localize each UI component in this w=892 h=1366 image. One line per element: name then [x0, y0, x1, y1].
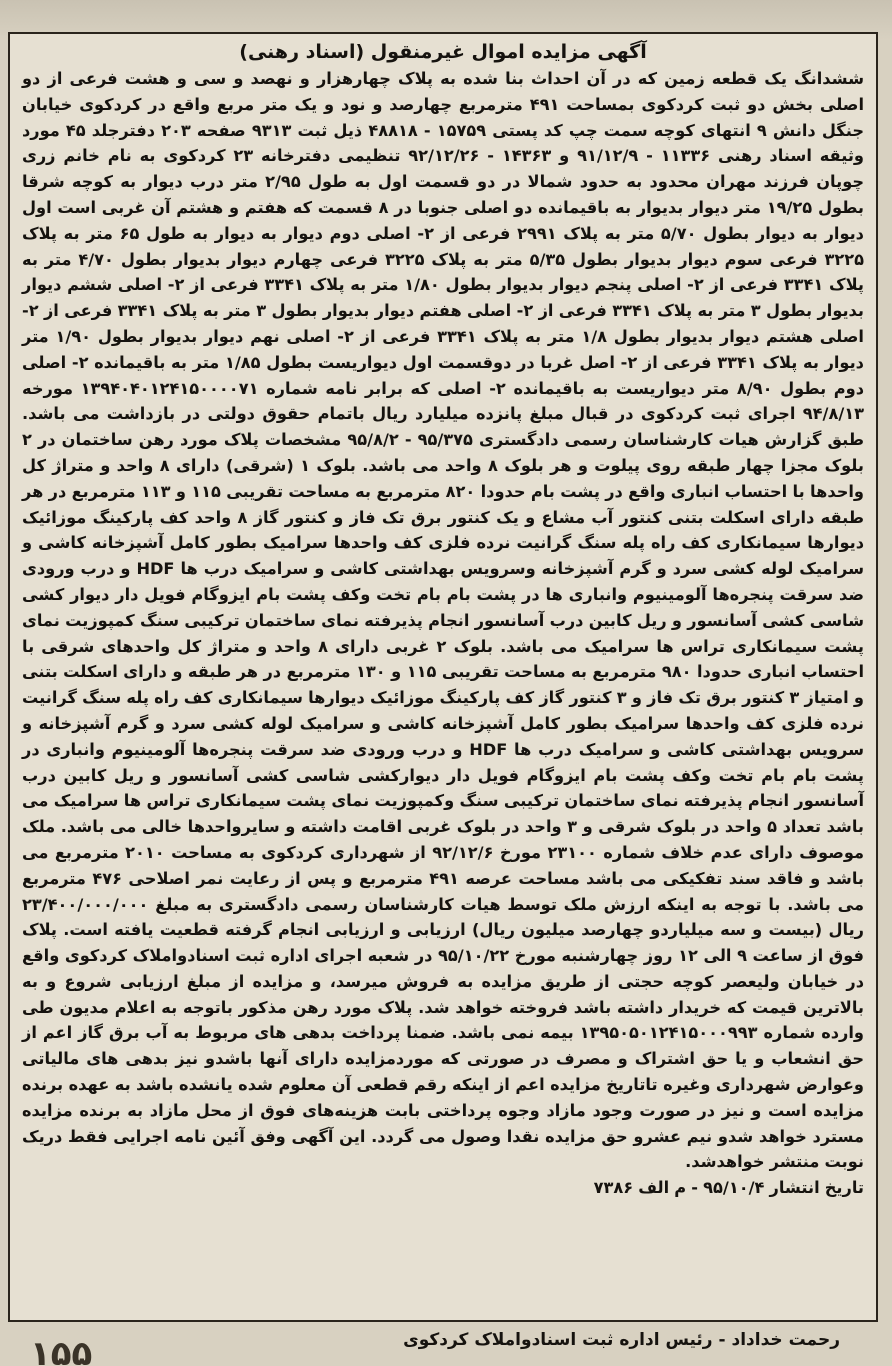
footer [0, 1328, 892, 1366]
page-number: ۱۵۵ [30, 1334, 93, 1366]
notice-title: آگهی مزایده اموال غیرمنقول (اسناد رهنی) [239, 41, 647, 63]
notice-body: ششدانگ یک قطعه زمین که در آن احداث بنا شده به پلاک چهارهزار و نهصد و سی و هشت فرعی از دو اصلی بخش دو ثبت کردکوی بمساحت ۴۹۱ مترمربع چهارصد و نود و یک متر مربع واقع در کردکوی خیابان جنگل دانش ۹ انتهای کوچه سمت چپ کد پستی ۱۵۷۵۹ - ۴۸۸۱۸ ذیل ثبت ۹۳۱۳ صفحه ۲۰۳ دفترجلد ۴۵ مورد وثیقه اسناد رهنی ۱۱۳۳۶ - ۹۱/۱۲/۹ و ۱۴۳۶۳ - ۹۲/۱۲/۲۶ تنظیمی دفترخانه ۲۳ کردکوی به نام خانم زری چوپان فرزند مهران محدود به حدود شمالا در دو قسمت اول به طول ۲/۹۵ متر درب دیوار به کوچه شرقا بطول ۱۹/۲۵ متر دیوار بدیوار به باقیمانده دو اصلی جنوبا در ۸ قسمت که هفتم و هشتم آن غربی است اول دیوار به دیوار بطول ۵/۷۰ متر به پلاک ۲۹۹۱ فرعی از ۲- اصلی دوم دیوار به دیوار به طول ۶۵ متر به پلاک ۳۲۲۵ فرعی سوم دیوار بدیوار بطول ۵/۳۵ متر به پلاک ۳۲۲۵ فرعی چهارم دیوار بدیوار بطول ۴/۷۰ متر به پلاک ۳۳۴۱ فرعی از ۲- اصلی پنجم دیوار بدیوار بطول ۱/۸۰ متر به پلاک ۳۳۴۱ فرعی از ۲- اصلی ششم دیوار بدیوار بطول ۳ متر به پلاک ۳۳۴۱ فرعی از ۲- اصلی هفتم دیوار بدیوار بطول ۳ متر به پلاک ۳۳۴۱ فرعی از ۲- اصلی هشتم دیوار بدیوار بطول ۱/۸ متر به پلاک ۳۳۴۱ فرعی از ۲- اصلی نهم دیوار بدیوار بطول ۱/۹۰ متر دیوار به پلاک ۳۳۴۱ فرعی از ۲- اصل غربا در دوقسمت اول دیواریست بطول ۱/۸۵ متر به باقیمانده ۲- اصلی دوم بطول ۸/۹۰ متر دیواریست به باقیمانده ۲- اصلی که برابر نامه شماره ۱۳۹۴۰۴۰۱۲۴۱۵۰۰۰۰۷۱ مورخه ۹۴/۸/۱۳ اجرای ثبت کردکوی در قبال مبلغ پانزده میلیارد ریال باتمام حقوق دولتی در بازداشت می باشد. طبق گزارش هیات کارشناسان رسمی دادگستری ۹۵/۳۷۵ - ۹۵/۸/۲ مشخصات پلاک مورد رهن ساختمان در ۲ بلوک مجزا چهار طبقه روی پیلوت و هر بلوک ۸ واحد می باشد. بلوک ۱ (شرقی) دارای ۸ واحد و متراژ کل واحدها با احتساب انباری واقع در پشت بام حدودا ۸۲۰ مترمربع به مساحت تقریبی ۱۱۵ و ۱۱۳ مترمربع در هر طبقه دارای اسکلت بتنی کنتور آب مشاع و یک کنتور برق تک فاز و کنتور گاز ۸ واحد کف پارکینگ موزائیک دیوارها سیمانکاری کف راه پله سنگ گرانیت نرده فلزی کف واحدها سرامیک بطور کامل آشپزخانه کاشی و سرامیک لوله کشی سرد و گرم آشپزخانه وسرویس بهداشتی کاشی و سرامیک درب ها HDF و درب ورودی ضد سرقت پنجره‌ها آلومینیوم وانباری ها در پشت بام بام تخت وکف پشت بام ایزوگام فویل دار دیوار کشی شاسی کشی آسانسور و ریل کابین درب آسانسور انجام پذیرفته نمای ساختمان ترکیبی سنگ کمپوزیت نمای پشت سیمانکاری تراس ها سرامیک می باشد. بلوک ۲ غربی دارای ۸ واحد و متراژ کل واحدهای شرقی با احتساب انباری حدودا ۹۸۰ مترمربع به مساحت تقریبی ۱۱۵ و ۱۳۰ مترمربع در هر طبقه و دارای اسکلت بتنی و امتیاز ۳ کنتور برق تک فاز و ۳ کنتور گاز کف پارکینگ موزائیک دیوارها سیمانکاری کف راه پله سنگ گرانیت نرده فلزی کف واحدها سرامیک بطور کامل آشپزخانه کاشی و سرامیک لوله کشی سرد و گرم آشپزخانه و سرویس بهداشتی کاشی و سرامیک درب ها HDF و درب ورودی ضد سرقت پنجره‌ها آلومینیوم وانباری در پشت بام بام تخت وکف پشت بام ایزوگام فویل دار دیوارکشی شاسی کشی آسانسور و ریل کابین درب آسانسور انجام پذیرفته نمای ساختمان ترکیبی سنگ وکمپوزیت نمای پشت سیمانکاری تراس ها سرامیک می باشد تعداد ۵ واحد در بلوک شرقی و ۳ واحد در بلوک غربی اقامت داشته و سایرواحدها خالی می باشد. ملک موصوف دارای عدم خلاف شماره ۲۳۱۰۰ مورخ ۹۲/۱۲/۶ از شهرداری کردکوی به مساحت ۲۰۱۰ مترمربع می باشد و فاقد سند تفکیکی می باشد مساحت عرصه ۴۹۱ مترمربع و پس از رعایت نمر اصلاحی ۴۷۶ مترمربع می باشد. با توجه به اینکه ارزش ملک توسط هیات کارشناسان رسمی دادگستری به مبلغ ۲۳/۴۰۰/۰۰۰/۰۰۰ ریال (بیست و سه میلیاردو چهارصد میلیون ریال) ارزیابی و ارزیابی انجام گرفته قطعیت یافته است. پلاک فوق از ساعت ۹ الی ۱۲ روز چهارشنبه مورخ ۹۵/۱۰/۲۲ در شعبه اجرای اداره ثبت اسنادواملاک کردکوی واقع در خیابان ولیعصر کوچه حجتی از طریق مزایده به فروش میرسد، و مزایده از مبلغ ارزیابی شروع و به بالاترین قیمت که خریدار داشته باشد فروخته خواهد شد. پلاک مورد رهن مذکور باتوجه به اعلام مدیون طی وارده شماره ۱۳۹۵۰۵۰۱۲۴۱۵۰۰۰۹۹۳ بیمه نمی باشد. ضمنا پرداخت بدهی های مربوط به آب برق گاز اعم از حق انشعاب و یا حق اشتراک و مصرف در صورتی که موردمزایده دارای آنها باشدو نیز بدهی های مالیاتی وعوارض شهرداری وغیره تاتاریخ مزایده اعم از اینکه رقم قطعی آن معلوم شده یانشده باشد به عهده برنده مزایده است و نیز در صورت وجود مازاد وجوه پرداختی بابت هزینه‌های فوق از محل مازاد به برنده مزایده مسترد خواهد شدو نیم عشرو حق مزایده نقدا وصول می گردد. این آگهی وفق آئین نامه اجرایی فقط دریک نوبت منتشر خواهدشد. [22, 69, 865, 1172]
signature-line: رحمت خداداد - رئیس اداره ثبت اسنادواملاک کردکوی [403, 1330, 840, 1350]
newspaper-clipping [8, 32, 878, 1322]
publish-date-line: تاریخ انتشار ۹۵/۱۰/۴ - م الف ۷۳۸۶ [593, 1178, 864, 1198]
